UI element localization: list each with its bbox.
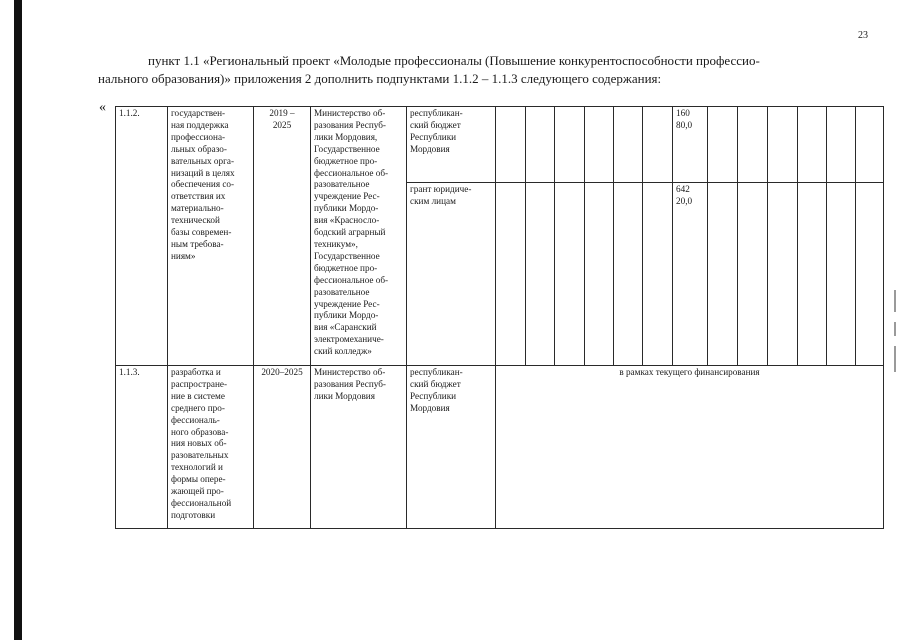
empty-cell xyxy=(614,183,643,366)
empty-cell xyxy=(614,107,643,183)
funding-amount: 160 80,0 xyxy=(673,107,708,183)
empty-cell xyxy=(555,107,585,183)
empty-cell xyxy=(555,183,585,366)
empty-cell xyxy=(526,183,555,366)
empty-cell xyxy=(768,183,798,366)
merged-funding-note: в рамках текущего финансирования xyxy=(496,366,884,529)
intro-line-1: пункт 1.1 «Региональный проект «Молодые профессионалы (Повышение конкурентоспособности профессио- xyxy=(148,53,760,68)
empty-cell xyxy=(768,107,798,183)
empty-cell xyxy=(496,183,526,366)
funding-amount: 642 20,0 xyxy=(673,183,708,366)
implementation-period: 2019 – 2025 xyxy=(254,107,311,366)
empty-cell xyxy=(798,183,827,366)
intro-line-2: нального образования)» приложения 2 дополнить подпунктами 1.1.2 – 1.1.3 следующего содержания: xyxy=(98,71,662,86)
empty-cell xyxy=(708,107,738,183)
empty-cell xyxy=(643,183,673,366)
row-number: 1.1.3. xyxy=(116,366,168,529)
empty-cell xyxy=(585,107,614,183)
table-row-1-1-2a xyxy=(116,107,884,183)
empty-cell xyxy=(856,183,884,366)
program-table xyxy=(115,106,884,529)
empty-cell xyxy=(856,107,884,183)
empty-cell xyxy=(827,107,856,183)
empty-cell xyxy=(585,183,614,366)
table-row-1-1-3 xyxy=(116,366,884,529)
page-number: 23 xyxy=(858,30,868,41)
funding-source: республикан- ский бюджет Республики Мордовия xyxy=(407,107,496,183)
funding-source: республикан- ский бюджет Республики Мордовия xyxy=(407,366,496,529)
implementation-period: 2020–2025 xyxy=(254,366,311,529)
scan-margin-mark xyxy=(894,290,896,312)
funding-source: грант юридиче- ским лицам xyxy=(407,183,496,366)
empty-cell xyxy=(798,107,827,183)
empty-cell xyxy=(738,183,768,366)
measure-name: разработка и распростране- ние в системе среднего про- фессиональ- ного образова- ния новых об- разовательных технологий и формы опере- жающей про- фессиональной подготовки xyxy=(168,366,254,529)
empty-cell xyxy=(643,107,673,183)
intro-paragraph xyxy=(98,52,858,88)
empty-cell xyxy=(738,107,768,183)
executor: Министерство об- разования Респуб- лики Мордовия, Государственное бюджетное про- фессиональное об- разовательное учреждение Рес- публики Мордо- вия «Красносло- бодский аграрный техникум», Государственное бюджетное про- фессиональное об- разовательное учреждение Рес- публики Мордо- вия «Саранский электромеханиче- ский колледж» xyxy=(311,107,407,366)
scan-border-bar xyxy=(14,0,22,640)
empty-cell xyxy=(526,107,555,183)
empty-cell xyxy=(827,183,856,366)
scan-margin-mark xyxy=(894,322,896,336)
scan-margin-mark xyxy=(894,346,896,372)
empty-cell xyxy=(496,107,526,183)
row-number: 1.1.2. xyxy=(116,107,168,366)
empty-cell xyxy=(708,183,738,366)
measure-name: государствен- ная поддержка профессиона- льных образо- вательных орга- низаций в целях обеспечения со- ответствия их материально- технической базы современ- ным требова- ниям» xyxy=(168,107,254,366)
opening-quote: « xyxy=(99,100,106,115)
executor: Министерство об- разования Респуб- лики Мордовия xyxy=(311,366,407,529)
